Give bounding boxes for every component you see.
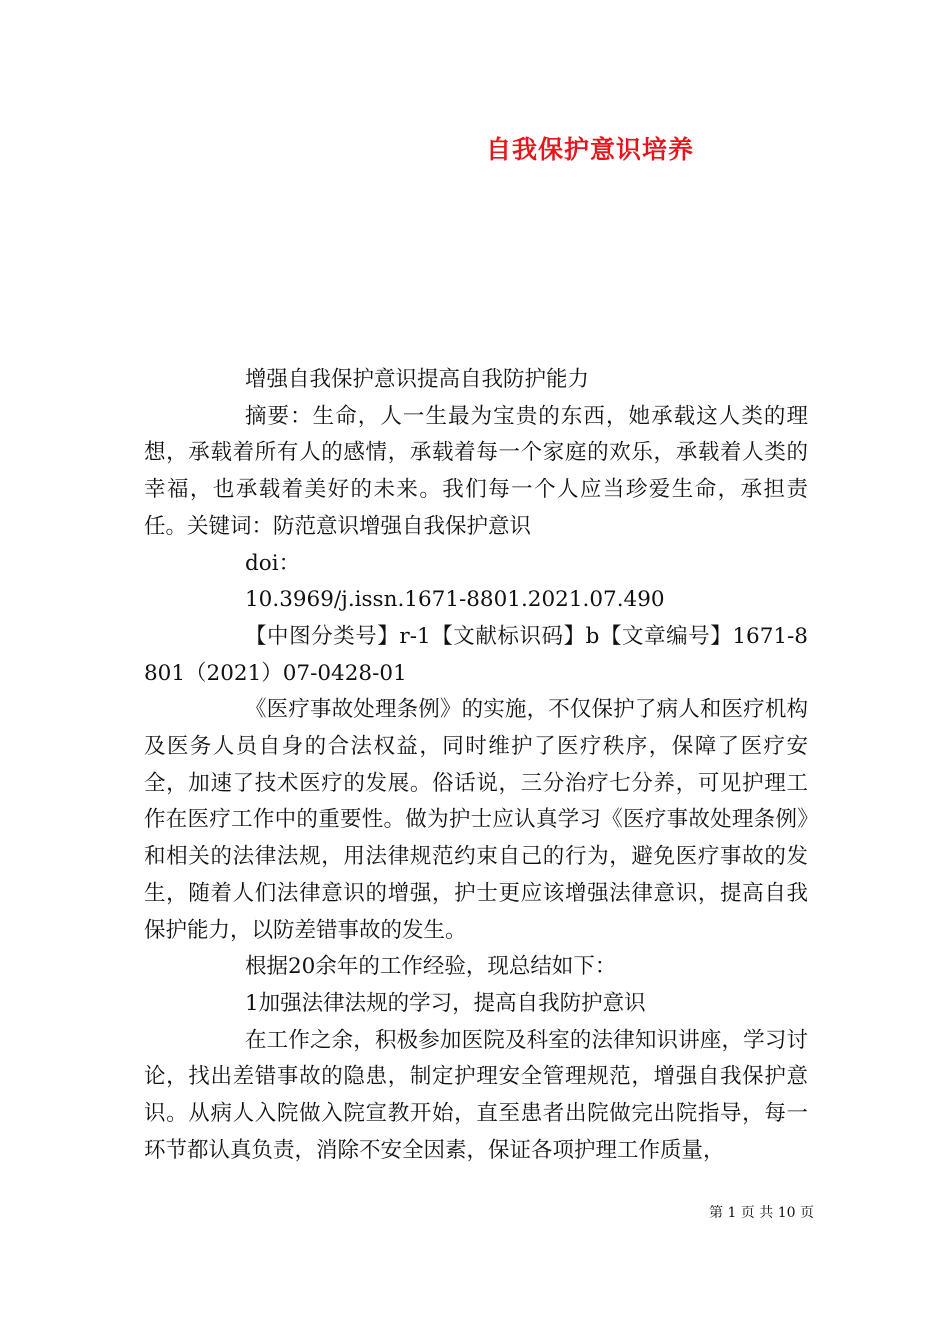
doi-value: 10.3969/j.issn.1671-8801.2021.07.490 <box>245 587 665 613</box>
page-footer: 第 1 页 共 10 页 <box>709 1205 814 1221</box>
body-paragraph: 在工作之余，积极参加医院及科室的法律知识讲座，学习讨论，找出差错事故的隐患，制定护理安全管理规范，增强自我保护意识。从病人入院做入院宣教开始，直至患者出院做完出院指导，每一环节都认真负责，消除不安全因素，保证各项护理工作质量， <box>144 1027 808 1163</box>
classification-line: 【中图分类号】r-1【文献标识码】b【文章编号】1671-8801（2021）07-0428-01 <box>144 623 808 686</box>
document-title: 自我保护意识培养 <box>485 135 694 164</box>
intro-paragraph: 《医疗事故处理条例》的实施，不仅保护了病人和医疗机构及医务人员自身的合法权益，同时维护了医疗秩序，保障了医疗安全，加速了技术医疗的发展。俗话说，三分治疗七分养，可见护理工作在医疗工作中的重要性。做为护士应认真学习《医疗事故处理条例》和相关的法律法规，用法律规范约束自己的行为，避免医疗事故的发生，随着人们法律意识的增强，护士更应该增强法律意识，提高自我保护能力，以防差错事故的发生。 <box>144 697 808 943</box>
doi-label: doi： <box>245 550 301 576</box>
subsection-heading: 1加强法律法规的学习，提高自我防护意识 <box>245 990 646 1016</box>
section-heading: 增强自我保护意识提高自我防护能力 <box>245 367 590 392</box>
document-body <box>144 362 808 1169</box>
summary-intro: 根据20余年的工作经验，现总结如下： <box>245 954 617 980</box>
abstract-paragraph: 摘要：生命，人一生最为宝贵的东西，她承载这人类的理想，承载着所有人的感情，承载着每一个家庭的欢乐，承载着人类的幸福，也承载着美好的未来。我们每一个人应当珍爱生命，承担责任。关键词：防范意识增强自我保护意识 <box>144 403 808 539</box>
